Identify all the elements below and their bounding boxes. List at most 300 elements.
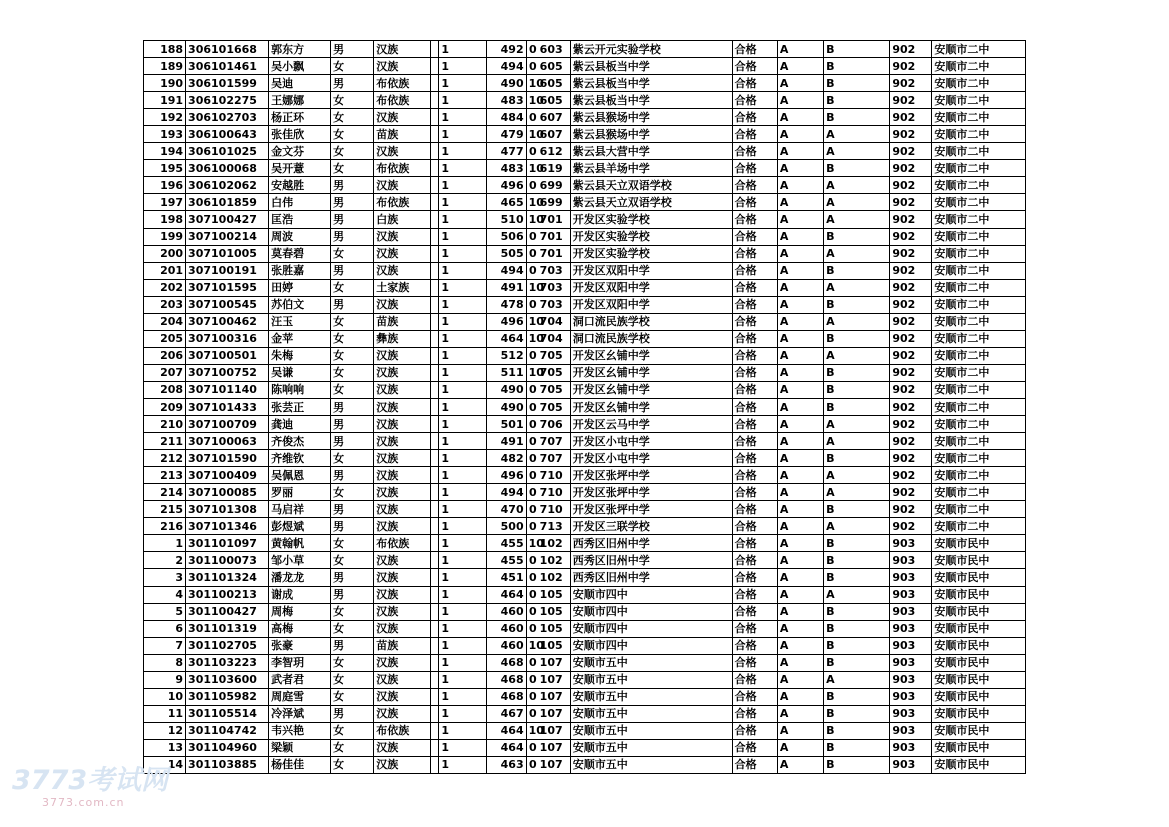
cell-bonus: 0 (526, 347, 538, 364)
column-gap (430, 450, 438, 467)
cell-flag: 1 (439, 364, 486, 381)
cell-id: 306102275 (186, 92, 269, 109)
column-gap (430, 279, 438, 296)
cell-grade1: A (777, 450, 823, 467)
cell-result: 合格 (732, 552, 777, 569)
cell-result: 合格 (732, 245, 777, 262)
cell-grade2: B (824, 398, 890, 415)
cell-school-code: 603 (538, 41, 571, 58)
cell-result: 合格 (732, 347, 777, 364)
column-gap (430, 177, 438, 194)
cell-target-code: 902 (890, 228, 932, 245)
cell-no: 211 (144, 433, 186, 450)
table-row (144, 722, 1026, 739)
cell-ethnicity: 汉族 (374, 433, 431, 450)
cell-score: 483 (486, 92, 526, 109)
cell-score: 506 (486, 228, 526, 245)
cell-score: 460 (486, 620, 526, 637)
cell-ethnicity: 汉族 (374, 569, 431, 586)
column-gap (430, 143, 438, 160)
column-gap (430, 637, 438, 654)
cell-name: 李智玥 (269, 654, 331, 671)
cell-school-code: 107 (538, 705, 571, 722)
cell-target-code: 902 (890, 245, 932, 262)
cell-no: 2 (144, 552, 186, 569)
cell-school: 安顺市五中 (570, 654, 732, 671)
cell-target-school: 安顺市民中 (932, 705, 1026, 722)
cell-grade1: A (777, 330, 823, 347)
cell-gender: 男 (331, 518, 374, 535)
cell-name: 郭东方 (269, 41, 331, 58)
cell-result: 合格 (732, 654, 777, 671)
cell-school-code: 107 (538, 654, 571, 671)
cell-school: 紫云县板当中学 (570, 92, 732, 109)
cell-score: 455 (486, 552, 526, 569)
cell-no: 204 (144, 313, 186, 330)
cell-score: 460 (486, 603, 526, 620)
cell-school: 开发区幺铺中学 (570, 347, 732, 364)
cell-id: 307100085 (186, 484, 269, 501)
cell-id: 307101595 (186, 279, 269, 296)
cell-id: 307100545 (186, 296, 269, 313)
cell-bonus: 10 (526, 279, 538, 296)
cell-grade2: B (824, 228, 890, 245)
cell-target-school: 安顺市民中 (932, 535, 1026, 552)
cell-ethnicity: 汉族 (374, 245, 431, 262)
cell-name: 马启祥 (269, 501, 331, 518)
cell-name: 杨佳佳 (269, 756, 331, 773)
column-gap (430, 484, 438, 501)
table-row (144, 654, 1026, 671)
cell-flag: 1 (439, 75, 486, 92)
cell-grade1: A (777, 75, 823, 92)
cell-target-code: 903 (890, 722, 932, 739)
cell-result: 合格 (732, 756, 777, 773)
cell-school-code: 710 (538, 467, 571, 484)
cell-target-school: 安顺市二中 (932, 160, 1026, 177)
cell-bonus: 0 (526, 109, 538, 126)
cell-grade2: B (824, 58, 890, 75)
cell-no: 196 (144, 177, 186, 194)
cell-score: 484 (486, 109, 526, 126)
cell-ethnicity: 布依族 (374, 160, 431, 177)
cell-score: 501 (486, 416, 526, 433)
cell-no: 14 (144, 756, 186, 773)
cell-id: 307100316 (186, 330, 269, 347)
column-gap (430, 535, 438, 552)
cell-bonus: 0 (526, 705, 538, 722)
cell-grade1: A (777, 569, 823, 586)
cell-grade2: A (824, 347, 890, 364)
cell-grade2: B (824, 92, 890, 109)
cell-grade1: A (777, 296, 823, 313)
cell-target-code: 902 (890, 194, 932, 211)
cell-target-school: 安顺市二中 (932, 279, 1026, 296)
cell-target-school: 安顺市二中 (932, 501, 1026, 518)
column-gap (430, 603, 438, 620)
cell-grade2: B (824, 756, 890, 773)
cell-bonus: 0 (526, 58, 538, 75)
cell-school-code: 607 (538, 109, 571, 126)
table-row (144, 569, 1026, 586)
cell-name: 汪玉 (269, 313, 331, 330)
cell-grade2: B (824, 603, 890, 620)
column-gap (430, 398, 438, 415)
cell-bonus: 0 (526, 654, 538, 671)
cell-no: 189 (144, 58, 186, 75)
cell-bonus: 0 (526, 381, 538, 398)
column-gap (430, 160, 438, 177)
table-row (144, 467, 1026, 484)
column-gap (430, 501, 438, 518)
column-gap (430, 228, 438, 245)
cell-score: 491 (486, 279, 526, 296)
cell-flag: 1 (439, 347, 486, 364)
cell-target-code: 902 (890, 92, 932, 109)
table-row (144, 296, 1026, 313)
cell-gender: 女 (331, 143, 374, 160)
cell-grade1: A (777, 245, 823, 262)
cell-school: 安顺市四中 (570, 603, 732, 620)
cell-school: 开发区实验学校 (570, 228, 732, 245)
cell-name: 苏伯文 (269, 296, 331, 313)
cell-grade1: A (777, 705, 823, 722)
table-row (144, 364, 1026, 381)
cell-score: 512 (486, 347, 526, 364)
cell-grade1: A (777, 654, 823, 671)
cell-name: 陈响响 (269, 381, 331, 398)
cell-school: 紫云县天立双语学校 (570, 194, 732, 211)
cell-grade1: A (777, 467, 823, 484)
cell-id: 301101324 (186, 569, 269, 586)
cell-target-code: 903 (890, 756, 932, 773)
cell-flag: 1 (439, 41, 486, 58)
cell-name: 白伟 (269, 194, 331, 211)
cell-school: 安顺市五中 (570, 671, 732, 688)
cell-target-school: 安顺市二中 (932, 75, 1026, 92)
table-row (144, 347, 1026, 364)
cell-grade1: A (777, 92, 823, 109)
cell-school-code: 699 (538, 194, 571, 211)
cell-school: 开发区小屯中学 (570, 433, 732, 450)
cell-school: 开发区三联学校 (570, 518, 732, 535)
cell-target-code: 902 (890, 330, 932, 347)
column-gap (430, 518, 438, 535)
table-row (144, 586, 1026, 603)
cell-school: 安顺市五中 (570, 756, 732, 773)
cell-school: 安顺市五中 (570, 722, 732, 739)
cell-target-school: 安顺市民中 (932, 756, 1026, 773)
cell-no: 206 (144, 347, 186, 364)
cell-grade2: B (824, 450, 890, 467)
cell-grade2: B (824, 381, 890, 398)
cell-flag: 1 (439, 211, 486, 228)
cell-gender: 男 (331, 211, 374, 228)
cell-no: 191 (144, 92, 186, 109)
cell-school: 开发区张坪中学 (570, 484, 732, 501)
cell-school: 开发区实验学校 (570, 211, 732, 228)
cell-school-code: 102 (538, 569, 571, 586)
column-gap (430, 92, 438, 109)
cell-grade1: A (777, 58, 823, 75)
table-row (144, 450, 1026, 467)
cell-grade1: A (777, 41, 823, 58)
cell-score: 496 (486, 467, 526, 484)
cell-ethnicity: 汉族 (374, 552, 431, 569)
cell-name: 莫春碧 (269, 245, 331, 262)
cell-result: 合格 (732, 160, 777, 177)
table-row (144, 58, 1026, 75)
cell-score: 468 (486, 671, 526, 688)
cell-gender: 女 (331, 313, 374, 330)
cell-gender: 男 (331, 467, 374, 484)
cell-gender: 女 (331, 109, 374, 126)
cell-result: 合格 (732, 330, 777, 347)
cell-bonus: 0 (526, 756, 538, 773)
cell-target-code: 902 (890, 416, 932, 433)
cell-grade1: A (777, 518, 823, 535)
column-gap (430, 313, 438, 330)
cell-school: 开发区双阳中学 (570, 279, 732, 296)
cell-id: 307101590 (186, 450, 269, 467)
cell-id: 307101005 (186, 245, 269, 262)
cell-flag: 1 (439, 688, 486, 705)
cell-ethnicity: 汉族 (374, 586, 431, 603)
cell-grade2: A (824, 126, 890, 143)
cell-result: 合格 (732, 688, 777, 705)
cell-score: 468 (486, 688, 526, 705)
cell-result: 合格 (732, 535, 777, 552)
cell-score: 494 (486, 484, 526, 501)
cell-ethnicity: 汉族 (374, 484, 431, 501)
cell-id: 307100191 (186, 262, 269, 279)
cell-gender: 男 (331, 501, 374, 518)
cell-grade1: A (777, 722, 823, 739)
column-gap (430, 756, 438, 773)
cell-grade1: A (777, 671, 823, 688)
cell-target-school: 安顺市二中 (932, 126, 1026, 143)
column-gap (430, 671, 438, 688)
cell-grade2: B (824, 75, 890, 92)
cell-target-code: 902 (890, 126, 932, 143)
cell-school-code: 102 (538, 535, 571, 552)
cell-bonus: 0 (526, 450, 538, 467)
cell-school-code: 107 (538, 722, 571, 739)
cell-flag: 1 (439, 467, 486, 484)
cell-target-code: 903 (890, 705, 932, 722)
cell-school-code: 605 (538, 92, 571, 109)
cell-bonus: 10 (526, 126, 538, 143)
cell-target-code: 902 (890, 450, 932, 467)
cell-no: 8 (144, 654, 186, 671)
cell-target-code: 903 (890, 620, 932, 637)
cell-school-code: 705 (538, 347, 571, 364)
cell-result: 合格 (732, 75, 777, 92)
cell-target-code: 902 (890, 143, 932, 160)
cell-id: 307100427 (186, 211, 269, 228)
cell-target-code: 902 (890, 211, 932, 228)
cell-school: 安顺市五中 (570, 705, 732, 722)
cell-gender: 男 (331, 398, 374, 415)
cell-result: 合格 (732, 433, 777, 450)
cell-grade1: A (777, 416, 823, 433)
cell-school-code: 105 (538, 586, 571, 603)
cell-no: 216 (144, 518, 186, 535)
cell-ethnicity: 布依族 (374, 535, 431, 552)
cell-ethnicity: 汉族 (374, 688, 431, 705)
cell-grade1: A (777, 398, 823, 415)
cell-flag: 1 (439, 398, 486, 415)
table-row (144, 552, 1026, 569)
cell-target-school: 安顺市二中 (932, 364, 1026, 381)
cell-gender: 女 (331, 654, 374, 671)
cell-school: 开发区幺铺中学 (570, 364, 732, 381)
cell-name: 齐维钦 (269, 450, 331, 467)
table-row (144, 433, 1026, 450)
cell-bonus: 0 (526, 177, 538, 194)
cell-bonus: 0 (526, 603, 538, 620)
cell-target-school: 安顺市二中 (932, 92, 1026, 109)
cell-school: 开发区小屯中学 (570, 450, 732, 467)
cell-target-code: 902 (890, 109, 932, 126)
cell-gender: 女 (331, 620, 374, 637)
cell-ethnicity: 汉族 (374, 739, 431, 756)
cell-grade1: A (777, 211, 823, 228)
cell-ethnicity: 布依族 (374, 92, 431, 109)
column-gap (430, 722, 438, 739)
cell-ethnicity: 布依族 (374, 75, 431, 92)
table-row (144, 484, 1026, 501)
cell-target-school: 安顺市二中 (932, 228, 1026, 245)
cell-id: 306102062 (186, 177, 269, 194)
cell-gender: 男 (331, 194, 374, 211)
cell-target-code: 903 (890, 739, 932, 756)
cell-no: 194 (144, 143, 186, 160)
cell-result: 合格 (732, 41, 777, 58)
cell-gender: 女 (331, 552, 374, 569)
site-watermark (12, 766, 182, 816)
cell-ethnicity: 汉族 (374, 177, 431, 194)
cell-result: 合格 (732, 177, 777, 194)
cell-school-code: 699 (538, 177, 571, 194)
cell-target-school: 安顺市民中 (932, 569, 1026, 586)
cell-gender: 女 (331, 92, 374, 109)
cell-gender: 男 (331, 416, 374, 433)
column-gap (430, 194, 438, 211)
cell-result: 合格 (732, 143, 777, 160)
cell-score: 494 (486, 262, 526, 279)
cell-flag: 1 (439, 739, 486, 756)
cell-target-code: 903 (890, 654, 932, 671)
cell-gender: 男 (331, 433, 374, 450)
cell-school: 开发区张坪中学 (570, 501, 732, 518)
cell-target-code: 902 (890, 313, 932, 330)
cell-name: 冷泽斌 (269, 705, 331, 722)
cell-gender: 男 (331, 637, 374, 654)
cell-school: 安顺市五中 (570, 739, 732, 756)
cell-result: 合格 (732, 416, 777, 433)
cell-no: 5 (144, 603, 186, 620)
cell-bonus: 10 (526, 330, 538, 347)
cell-school-code: 701 (538, 211, 571, 228)
cell-result: 合格 (732, 262, 777, 279)
cell-grade2: B (824, 296, 890, 313)
table-row (144, 416, 1026, 433)
cell-ethnicity: 汉族 (374, 347, 431, 364)
cell-result: 合格 (732, 484, 777, 501)
table-row (144, 671, 1026, 688)
cell-id: 301100073 (186, 552, 269, 569)
cell-grade2: A (824, 211, 890, 228)
cell-target-code: 902 (890, 160, 932, 177)
cell-grade1: A (777, 756, 823, 773)
cell-gender: 女 (331, 330, 374, 347)
cell-target-school: 安顺市二中 (932, 347, 1026, 364)
cell-name: 吴小飘 (269, 58, 331, 75)
cell-score: 464 (486, 739, 526, 756)
cell-grade2: A (824, 279, 890, 296)
cell-no: 7 (144, 637, 186, 654)
cell-flag: 1 (439, 296, 486, 313)
cell-grade1: A (777, 484, 823, 501)
cell-flag: 1 (439, 279, 486, 296)
cell-school-code: 701 (538, 228, 571, 245)
cell-target-code: 902 (890, 433, 932, 450)
cell-target-school: 安顺市二中 (932, 143, 1026, 160)
table-body (144, 41, 1026, 774)
cell-grade2: A (824, 194, 890, 211)
cell-grade2: B (824, 364, 890, 381)
cell-id: 307100462 (186, 313, 269, 330)
column-gap (430, 211, 438, 228)
cell-flag: 1 (439, 518, 486, 535)
cell-result: 合格 (732, 211, 777, 228)
cell-id: 307100409 (186, 467, 269, 484)
cell-no: 11 (144, 705, 186, 722)
cell-result: 合格 (732, 467, 777, 484)
cell-score: 470 (486, 501, 526, 518)
table-row (144, 143, 1026, 160)
cell-gender: 女 (331, 756, 374, 773)
cell-school: 紫云县板当中学 (570, 58, 732, 75)
cell-ethnicity: 汉族 (374, 501, 431, 518)
cell-bonus: 0 (526, 671, 538, 688)
cell-grade1: A (777, 313, 823, 330)
cell-score: 451 (486, 569, 526, 586)
cell-ethnicity: 汉族 (374, 364, 431, 381)
cell-ethnicity: 白族 (374, 211, 431, 228)
cell-ethnicity: 汉族 (374, 296, 431, 313)
cell-ethnicity: 汉族 (374, 41, 431, 58)
cell-grade1: A (777, 381, 823, 398)
cell-id: 301100213 (186, 586, 269, 603)
column-gap (430, 245, 438, 262)
cell-no: 4 (144, 586, 186, 603)
cell-id: 307101140 (186, 381, 269, 398)
cell-no: 200 (144, 245, 186, 262)
cell-school: 紫云县羊场中学 (570, 160, 732, 177)
cell-grade2: B (824, 109, 890, 126)
cell-score: 464 (486, 722, 526, 739)
cell-gender: 女 (331, 603, 374, 620)
cell-no: 208 (144, 381, 186, 398)
cell-target-school: 安顺市二中 (932, 109, 1026, 126)
cell-ethnicity: 汉族 (374, 671, 431, 688)
cell-grade2: A (824, 518, 890, 535)
cell-gender: 女 (331, 671, 374, 688)
cell-grade2: B (824, 160, 890, 177)
cell-name: 罗丽 (269, 484, 331, 501)
